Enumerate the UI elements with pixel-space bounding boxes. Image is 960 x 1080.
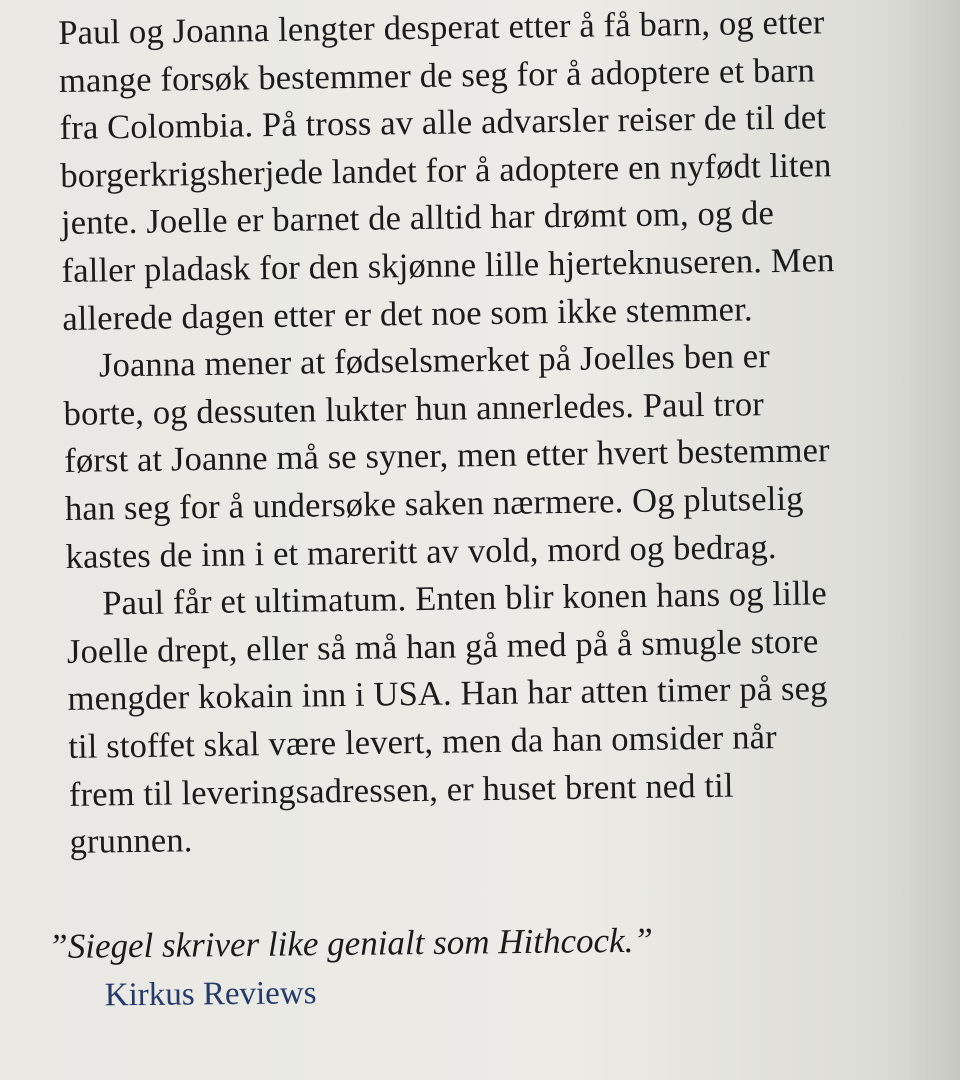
text-line: Joelle drept, eller så må han gå med på å smugle store — [66, 622, 819, 671]
text-line: mange forsøk bestemmer de seg for å adoptere et barn — [58, 51, 816, 100]
text-line: grunnen. — [69, 821, 193, 862]
text-line: borte, og dessuten lukter hun annerledes. Paul tror — [63, 384, 765, 433]
text-line: Joanna mener at fødselsmerket på Joelles ben er — [98, 337, 771, 385]
text-line: faller pladask for den skjønne lille hjerteknuseren. Men — [61, 241, 835, 290]
text-line: jente. Joelle er barnet de alltid har drømt om, og de — [60, 194, 775, 243]
text-line: fra Colombia. På tross av alle advarsler reiser de til det — [59, 98, 827, 148]
review-source: Kirkus Reviews — [104, 975, 317, 1014]
text-line: mengder kokain inn i USA. Han har atten timer på seg — [67, 669, 828, 719]
blurb-paragraph-1 — [58, 0, 943, 343]
text-line: allerede dagen etter er det noe som ikke stemmer. — [62, 289, 753, 338]
review-quote: ”Siegel skriver like genialt som Hithcock.” — [48, 920, 654, 966]
blurb-paragraph-2 — [63, 331, 946, 581]
text-line: frem til leveringsadressen, er huset brent ned til — [68, 766, 734, 814]
text-line: borgerkrigsherjede landet for å adoptere en nyfødt liten — [60, 145, 832, 195]
text-line: Paul får et ultimatum. Enten blir konen hans og lille — [102, 574, 828, 623]
text-line: Paul og Joanna lengter desperat etter å få barn, og etter — [58, 3, 825, 52]
text-line: først at Joanne må se syner, men etter hvert bestemmer — [64, 431, 830, 481]
text-line: kastes de inn i et mareritt av vold, mord og bedrag. — [65, 527, 777, 576]
blurb-paragraph-3 — [66, 569, 950, 867]
text-line: til stoffet skal være levert, men da han omsider når — [68, 717, 777, 766]
blurb-text — [58, 0, 950, 867]
text-line: han seg for å undersøke saken nærmere. Og plutselig — [64, 479, 804, 528]
review-quote-block — [48, 913, 869, 1020]
